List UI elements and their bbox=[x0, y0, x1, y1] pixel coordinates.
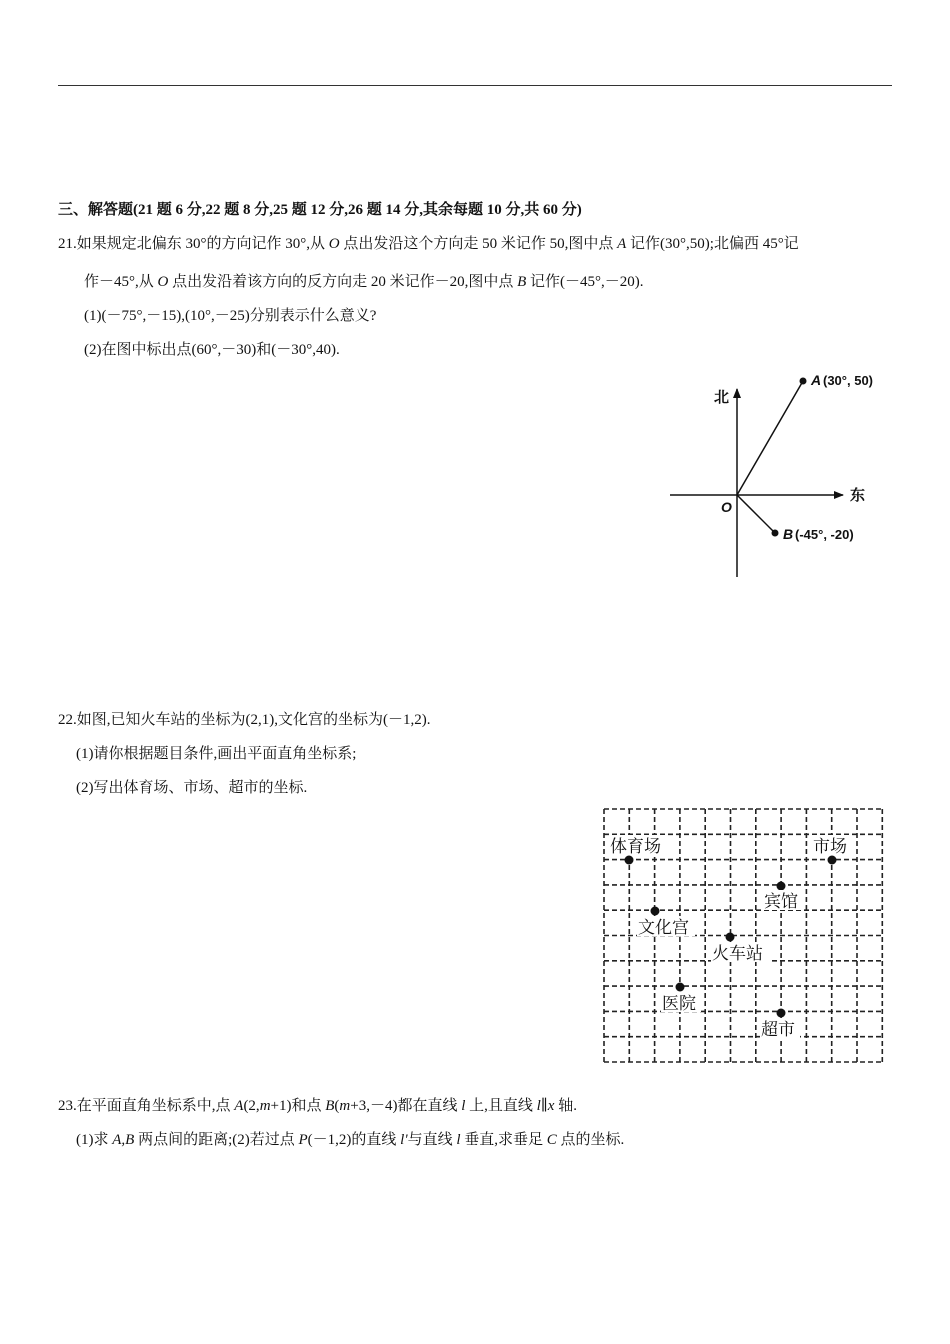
train-station-dot bbox=[726, 933, 735, 942]
point-b-coords: (-45°, -20) bbox=[795, 527, 854, 542]
culture-palace-label: 文化宫 bbox=[638, 918, 689, 937]
supermarket-dot bbox=[777, 1009, 786, 1018]
point-b-name: B bbox=[783, 526, 794, 542]
q21-line2: 作－45°,从 O 点出发沿着该方向的反方向走 20 米记作－20,图中点 B 记作(－45°,－20). bbox=[84, 274, 644, 290]
q21-sub2: (2)在图中标出点(60°,－30)和(－30°,40). bbox=[84, 342, 340, 358]
section-title: 三、解答题(21 题 6 分,22 题 8 分,25 题 12 分,26 题 14 分,其余每题 10 分,共 60 分) bbox=[58, 202, 582, 218]
map-grid bbox=[600, 805, 890, 1070]
point-a-coords: (30°, 50) bbox=[823, 373, 874, 388]
ray-oa bbox=[737, 381, 803, 495]
north-label: 北 bbox=[714, 389, 730, 406]
point-a-dot bbox=[800, 378, 807, 385]
q22-line1: 22.如图,已知火车站的坐标为(2,1),文化宫的坐标为(－1,2). bbox=[58, 712, 431, 728]
q23-line2: (1)求 A,B 两点间的距离;(2)若过点 P(－1,2)的直线 l'与直线 l 垂直,求垂足 C 点的坐标. bbox=[76, 1132, 625, 1148]
q23-line1: 23.在平面直角坐标系中,点 A(2,m+1)和点 B(m+3,－4)都在直线 l 上,且直线 l∥x 轴. bbox=[58, 1098, 577, 1114]
q22-sub2: (2)写出体育场、市场、超市的坐标. bbox=[76, 780, 308, 796]
q22-sub1: (1)请你根据题目条件,画出平面直角坐标系; bbox=[76, 746, 357, 762]
market-label: 市场 bbox=[813, 837, 847, 856]
stadium-dot bbox=[625, 856, 634, 865]
culture-palace-dot bbox=[651, 907, 660, 916]
q21-line1: 21.如果规定北偏东 30°的方向记作 30°,从 O 点出发沿这个方向走 50 米记作 50,图中点 A 记作(30°,50);北偏西 45°记 bbox=[58, 236, 799, 252]
direction-diagram bbox=[660, 365, 900, 585]
header-rule bbox=[58, 85, 892, 86]
ray-ob bbox=[737, 495, 775, 533]
hotel-label: 宾馆 bbox=[764, 892, 798, 911]
hospital-dot bbox=[676, 983, 685, 992]
stadium-label: 体育场 bbox=[610, 837, 661, 856]
market-dot bbox=[828, 856, 837, 865]
east-label: 东 bbox=[850, 487, 866, 504]
point-a-name: A bbox=[811, 372, 822, 388]
supermarket-label: 超市 bbox=[761, 1020, 795, 1039]
origin-label: O bbox=[721, 499, 732, 515]
train-station-label: 火车站 bbox=[712, 944, 763, 963]
hospital-label: 医院 bbox=[662, 994, 696, 1013]
hotel-dot bbox=[777, 882, 786, 891]
point-b-dot bbox=[772, 530, 779, 537]
q21-sub1: (1)(－75°,－15),(10°,－25)分别表示什么意义? bbox=[84, 308, 377, 324]
